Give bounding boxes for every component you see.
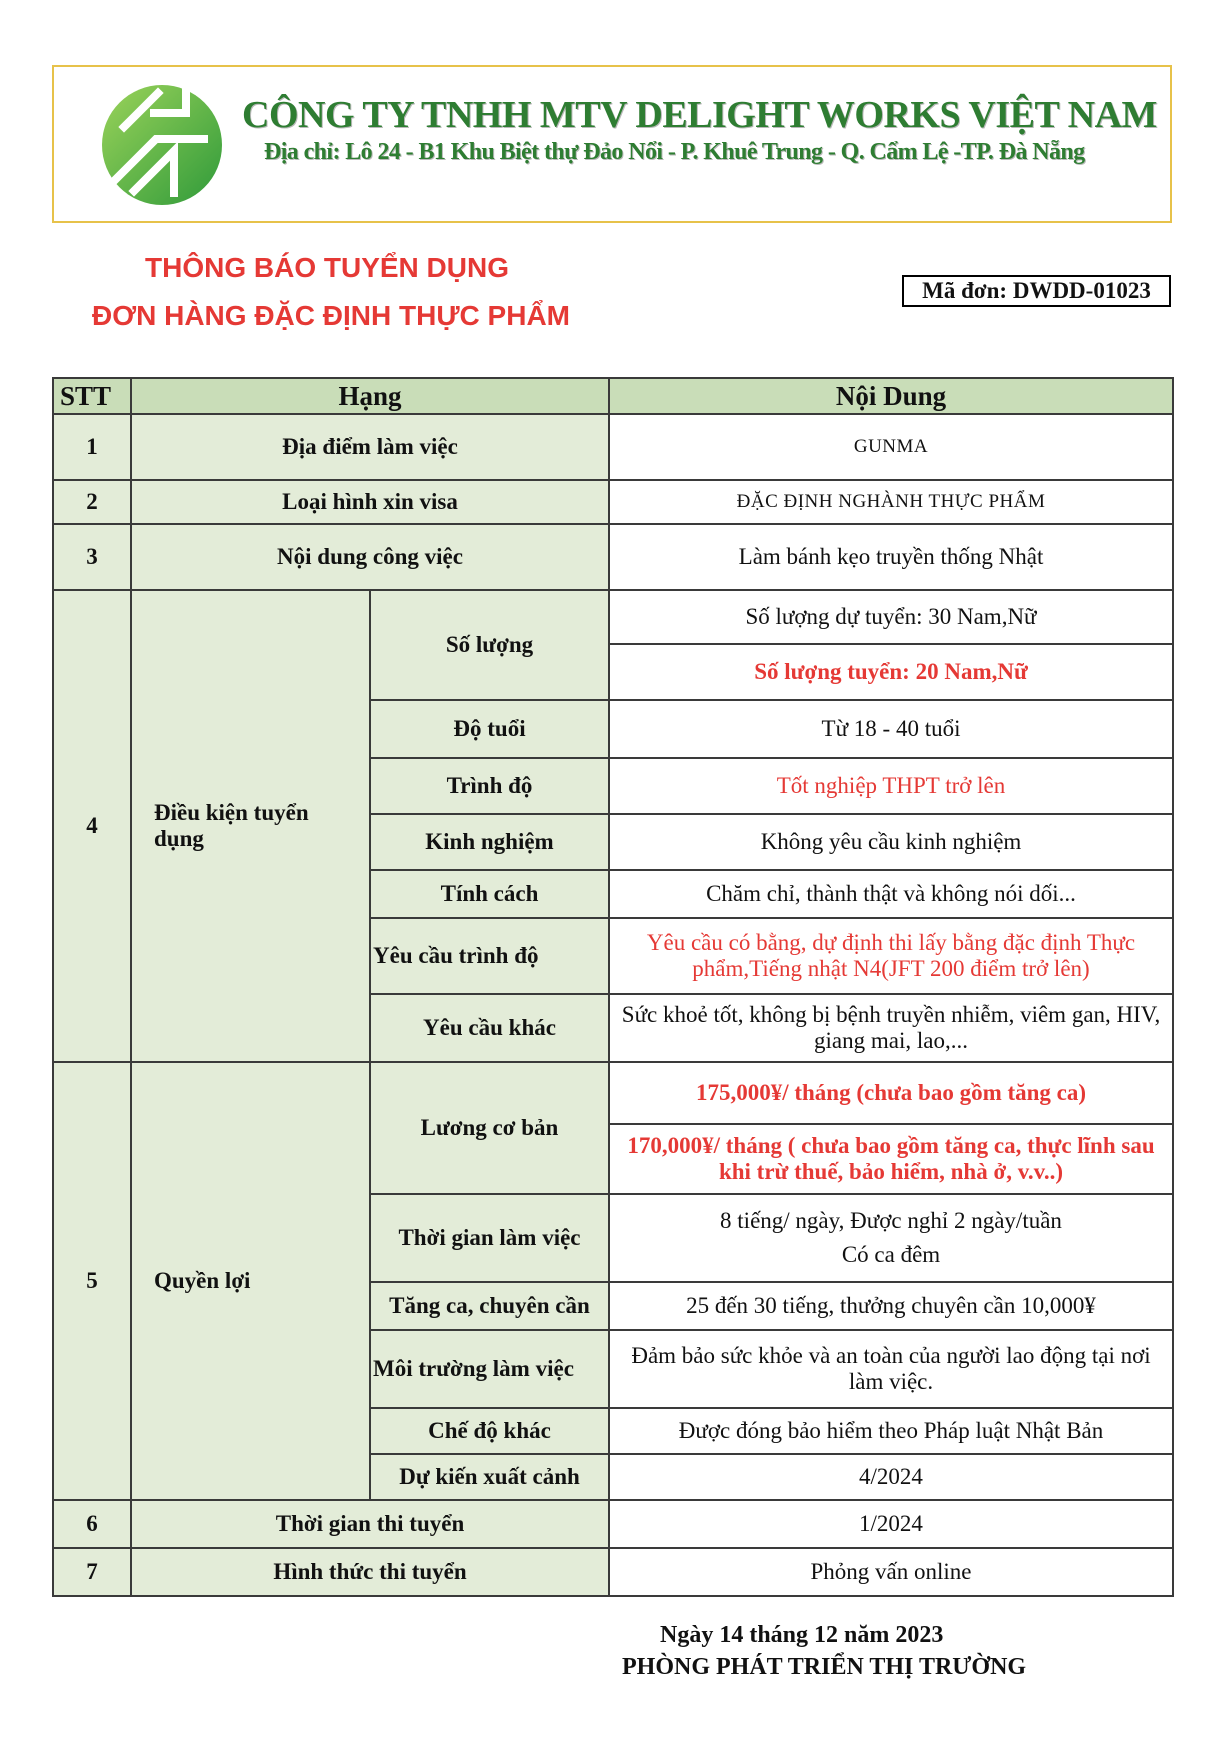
group-label-text: Điều kiện tuyển dụng: [154, 800, 309, 851]
row-value: ĐẶC ĐỊNH NGHÀNH THỰC PHẨM: [609, 480, 1173, 524]
row-label: Nội dung công việc: [131, 524, 609, 590]
notice-subtitle: ĐƠN HÀNG ĐẶC ĐỊNH THỰC PHẨM: [92, 300, 570, 331]
sub-value-highlight: 170,000¥/ tháng ( chưa bao gồm tăng ca, thực lĩnh sau khi trừ thuế, bảo hiểm, nhà ở, v.v..): [609, 1124, 1173, 1194]
sub-value-line: Có ca đêm: [841, 1242, 941, 1267]
row-number: 2: [53, 480, 131, 524]
sub-label: Yêu cầu trình độ: [370, 918, 609, 994]
row-value: GUNMA: [609, 414, 1173, 480]
sub-value-highlight: Yêu cầu có bằng, dự định thi lấy bằng đặc định Thực phẩm,Tiếng nhật N4(JFT 200 điểm trở lên): [609, 918, 1173, 994]
sub-label: Chế độ khác: [370, 1408, 609, 1454]
company-logo-icon: [94, 83, 230, 207]
row-label: Địa điểm làm việc: [131, 414, 609, 480]
row-number: 7: [53, 1548, 131, 1596]
sub-value: Chăm chỉ, thành thật và không nói dối...: [609, 870, 1173, 918]
row-value: Phỏng vấn online: [609, 1548, 1173, 1596]
signature-date: Ngày 14 tháng 12 năm 2023: [660, 1622, 944, 1648]
company-header: [52, 65, 1172, 223]
table-row: [53, 1500, 1173, 1548]
signature-department: PHÒNG PHÁT TRIỂN THỊ TRƯỜNG: [622, 1654, 1027, 1680]
row-value: Làm bánh kẹo truyền thống Nhật: [609, 524, 1173, 590]
sub-label: Kinh nghiệm: [370, 814, 609, 870]
notice-title: THÔNG BÁO TUYỂN DỤNG: [145, 252, 509, 283]
table-row: [53, 480, 1173, 524]
row-label: Thời gian thi tuyển: [131, 1500, 609, 1548]
sub-label: Tính cách: [370, 870, 609, 918]
sub-value: Đảm bảo sức khỏe và an toàn của người lao động tại nơi làm việc.: [609, 1330, 1173, 1408]
sub-label: Độ tuổi: [370, 700, 609, 758]
table-row: [53, 1548, 1173, 1596]
header-category: Hạng: [131, 378, 609, 414]
table-row: [53, 524, 1173, 590]
header-content: Nội Dung: [609, 378, 1173, 414]
sub-label: Dự kiến xuất cảnh: [370, 1454, 609, 1500]
sub-value-line: 8 tiếng/ ngày, Được nghỉ 2 ngày/tuần: [720, 1208, 1062, 1233]
sub-value: 25 đến 30 tiếng, thưởng chuyên cần 10,000¥: [609, 1282, 1173, 1330]
sub-value: Được đóng bảo hiểm theo Pháp luật Nhật Bản: [609, 1408, 1173, 1454]
group-label-text: Quyền lợi: [154, 1268, 251, 1293]
header-stt: STT: [53, 378, 131, 414]
row-number: 3: [53, 524, 131, 590]
sub-value: Số lượng dự tuyển: 30 Nam,Nữ: [609, 590, 1173, 644]
row-group-label: [131, 590, 370, 1062]
row-number: 5: [53, 1062, 131, 1500]
sub-value-highlight: 175,000¥/ tháng (chưa bao gồm tăng ca): [609, 1062, 1173, 1124]
table-row: [53, 1062, 1173, 1124]
row-label: Hình thức thi tuyển: [131, 1548, 609, 1596]
table-row: [53, 414, 1173, 480]
sub-label: Thời gian làm việc: [370, 1194, 609, 1282]
table-row: [53, 590, 1173, 644]
sub-label: Số lượng: [370, 590, 609, 700]
company-name: CÔNG TY TNHH MTV DELIGHT WORKS VIỆT NAM: [242, 94, 1157, 136]
sub-label: Trình độ: [370, 758, 609, 814]
sub-value-highlight: Tốt nghiệp THPT trở lên: [609, 758, 1173, 814]
sub-label: Lương cơ bản: [370, 1062, 609, 1194]
sub-value: Từ 18 - 40 tuổi: [609, 700, 1173, 758]
row-value: 1/2024: [609, 1500, 1173, 1548]
row-group-label: [131, 1062, 370, 1500]
sub-value: [609, 1194, 1173, 1282]
sub-label: Yêu cầu khác: [370, 994, 609, 1062]
recruitment-table: [52, 377, 1174, 1597]
company-address: Địa chỉ: Lô 24 - B1 Khu Biệt thự Đảo Nổi - P. Khuê Trung - Q. Cẩm Lệ -TP. Đà Nẵng: [264, 139, 1085, 165]
row-number: 1: [53, 414, 131, 480]
table-header-row: [53, 378, 1173, 414]
row-number: 6: [53, 1500, 131, 1548]
sub-value: Không yêu cầu kinh nghiệm: [609, 814, 1173, 870]
row-number: 4: [53, 590, 131, 1062]
sub-value: 4/2024: [609, 1454, 1173, 1500]
sub-label: Tăng ca, chuyên cần: [370, 1282, 609, 1330]
order-code-badge: Mã đơn: DWDD-01023: [902, 275, 1171, 307]
sub-label: Môi trường làm việc: [370, 1330, 609, 1408]
sub-value-highlight: Số lượng tuyển: 20 Nam,Nữ: [609, 644, 1173, 700]
sub-value: Sức khoẻ tốt, không bị bệnh truyền nhiễm, viêm gan, HIV, giang mai, lao,...: [609, 994, 1173, 1062]
row-label: Loại hình xin visa: [131, 480, 609, 524]
